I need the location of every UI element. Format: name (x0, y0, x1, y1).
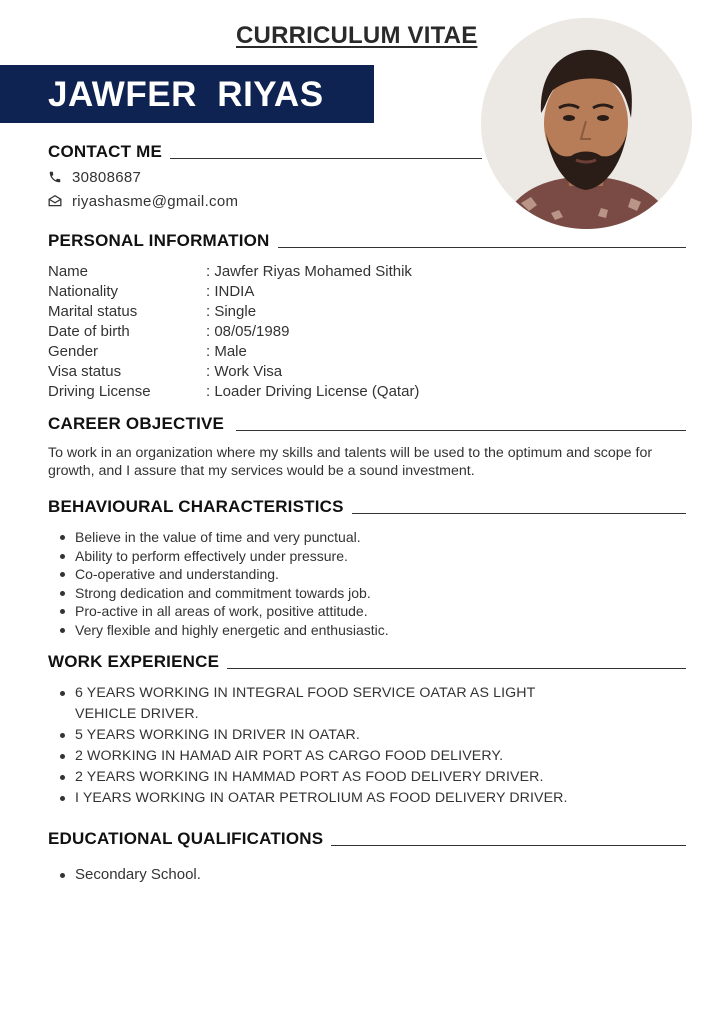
email-address: riyashasme@gmail.com (72, 193, 239, 210)
info-value: : Work Visa (206, 363, 283, 380)
info-row-date-of-birth (48, 322, 419, 342)
education-divider (331, 845, 686, 846)
education-section-header (48, 829, 686, 849)
behaviour-list (58, 528, 389, 639)
phone-icon (48, 170, 64, 186)
list-item: Strong dedication and commitment towards job. (58, 584, 389, 603)
profile-photo (481, 18, 692, 229)
list-item: 6 YEARS WORKING IN INTEGRAL FOOD SERVICE OATAR AS LIGHT VEHICLE DRIVER. (58, 683, 588, 725)
info-row-marital-status (48, 302, 419, 322)
list-item: 2 WORKING IN HAMAD AIR PORT AS CARGO FOOD DELIVERY. (58, 746, 588, 767)
list-item: Co-operative and understanding. (58, 565, 389, 584)
document-title: CURRICULUM VITAE (236, 22, 478, 49)
info-value: : 08/05/1989 (206, 323, 290, 340)
info-value: : Single (206, 303, 257, 320)
info-row-name (48, 262, 419, 282)
objective-heading: CAREER OBJECTIVE (48, 414, 225, 433)
work-divider (227, 668, 686, 669)
contact-section-header (48, 142, 482, 162)
personal-info-table (48, 262, 419, 402)
objective-section-header (48, 414, 686, 434)
list-item: 5 YEARS WORKING IN DRIVER IN OATAR. (58, 725, 588, 746)
info-label: Driving License (48, 383, 151, 400)
work-section-header (48, 652, 686, 672)
info-label: Gender (48, 343, 99, 360)
personal-divider (278, 247, 686, 248)
candidate-name: JAWFER RIYAS (48, 75, 324, 114)
info-row-nationality (48, 282, 419, 302)
name-banner (0, 65, 374, 123)
contact-heading: CONTACT ME (48, 142, 163, 161)
personal-section-header (48, 231, 686, 251)
list-item: Believe in the value of time and very punctual. (58, 528, 389, 547)
personal-heading: PERSONAL INFORMATION (48, 231, 270, 250)
info-value: : Loader Driving License (Qatar) (206, 383, 420, 400)
education-heading: EDUCATIONAL QUALIFICATIONS (48, 829, 324, 848)
info-value: : Male (206, 343, 247, 360)
info-label: Date of birth (48, 323, 130, 340)
list-item: 2 YEARS WORKING IN HAMMAD PORT AS FOOD DELIVERY DRIVER. (58, 767, 588, 788)
list-item: Pro-active in all areas of work, positive attitude. (58, 602, 389, 621)
info-label: Marital status (48, 303, 138, 320)
info-row-visa-status (48, 362, 419, 382)
education-list (58, 865, 201, 885)
list-item: I YEARS WORKING IN OATAR PETROLIUM AS FOOD DELIVERY DRIVER. (58, 788, 588, 809)
phone-number: 30808687 (72, 169, 142, 186)
info-row-gender (48, 342, 419, 362)
contact-phone (48, 169, 141, 186)
work-heading: WORK EXPERIENCE (48, 652, 220, 671)
behaviour-heading: BEHAVIOURAL CHARACTERISTICS (48, 497, 344, 516)
envelope-icon (48, 194, 64, 210)
contact-divider (170, 158, 482, 159)
objective-divider (236, 430, 686, 431)
list-item: Very flexible and highly energetic and enthusiastic. (58, 621, 389, 640)
list-item: Ability to perform effectively under pressure. (58, 547, 389, 566)
info-value: : INDIA (206, 283, 255, 300)
info-label: Visa status (48, 363, 122, 380)
behaviour-section-header (48, 497, 686, 517)
behaviour-divider (352, 513, 686, 514)
info-label: Name (48, 263, 89, 280)
work-list (58, 683, 588, 809)
contact-email (48, 193, 238, 210)
list-item: Secondary School. (58, 865, 201, 885)
objective-text: To work in an organization where my skills and talents will be used to the optimum and scope for growth, and I assure that my services would be a sound investment. (48, 445, 653, 479)
info-value: : Jawfer Riyas Mohamed Sithik (206, 263, 412, 280)
info-label: Nationality (48, 283, 119, 300)
info-row-driving-license (48, 382, 419, 402)
